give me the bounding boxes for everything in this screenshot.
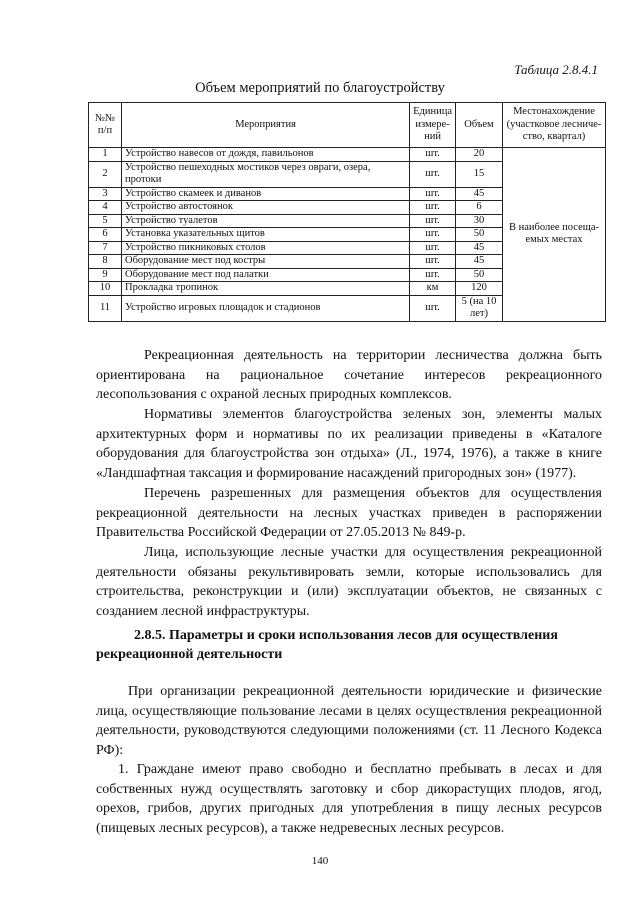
page-number: 140 — [311, 855, 329, 867]
header-unit: Единица измере- ний — [410, 103, 456, 148]
cell-num: 9 — [89, 268, 122, 282]
cell-unit: шт. — [410, 201, 456, 215]
paragraph-1 — [96, 346, 602, 405]
cell-volume: 120 — [456, 282, 503, 296]
paragraph-4-text: Лица, использующие лесные участки для осуществления рекреационной деятельности обязаны рекультивировать земли, которые использовались для строительства, реконструкции и (или) эксплуатации объектов, не связанных с созданием лесной инфраструктуры. — [96, 545, 602, 619]
cell-volume: 45 — [456, 255, 503, 269]
paragraph-6 — [96, 760, 602, 838]
cell-activity: Оборудование мест под палатки — [122, 268, 410, 282]
cell-activity: Установка указательных щитов — [122, 228, 410, 242]
cell-num: 7 — [89, 241, 122, 255]
cell-volume: 6 — [456, 201, 503, 215]
section-heading-text: 2.8.5. Параметры и сроки использования лесов для осуществления рекреационной деятельности — [96, 628, 558, 662]
cell-num: 2 — [89, 161, 122, 187]
cell-activity: Устройство навесов от дождя, павильонов — [122, 148, 410, 162]
activities-table — [88, 102, 606, 322]
cell-num: 4 — [89, 201, 122, 215]
cell-unit: км — [410, 282, 456, 296]
cell-volume: 45 — [456, 187, 503, 201]
table-body — [89, 148, 606, 322]
paragraph-6-text: 1. Граждане имеют право свободно и бесплатно пребывать в лесах и для собственных нужд осуществлять заготовку и сбор дикорастущих плодов, ягод, орехов, грибов, других пригодных для употребления в пищу лесных ресурсов (пищевых лесных ресурсов), а также недревесных лесных ресурсов. — [96, 762, 602, 836]
paragraph-5-text: При организации рекреационной деятельности юридические и физические лица, осуществляющие пользование лесами в целях осуществления рекреационной деятельности, руководствуются следующими положениями (ст. 11 Лесного Кодекса РФ): — [96, 684, 602, 758]
header-location: Местонахождение (участковое лесниче- ство, квартал) — [503, 103, 606, 148]
paragraph-4 — [96, 543, 602, 621]
cell-activity: Оборудование мест под костры — [122, 255, 410, 269]
cell-num: 10 — [89, 282, 122, 296]
paragraph-3 — [96, 484, 602, 543]
cell-unit: шт. — [410, 187, 456, 201]
cell-unit: шт. — [410, 295, 456, 321]
cell-activity: Устройство скамеек и диванов — [122, 187, 410, 201]
cell-volume: 15 — [456, 161, 503, 187]
cell-num: 1 — [89, 148, 122, 162]
header-activity: Мероприятия — [122, 103, 410, 148]
paragraph-3-text: Перечень разрешенных для размещения объектов для осуществления рекреационной деятельности на лесных участках приведен в распоряжении Правительства Российской Федерации от 27.05.2013 № 849-р. — [96, 486, 602, 540]
cell-volume: 50 — [456, 228, 503, 242]
cell-num: 11 — [89, 295, 122, 321]
cell-volume: 5 (на 10 лет) — [456, 295, 503, 321]
paragraph-5 — [96, 682, 602, 760]
cell-activity: Устройство пикниковых столов — [122, 241, 410, 255]
cell-activity: Устройство пешеходных мостиков через овраги, озера, протоки — [122, 161, 410, 187]
cell-activity: Прокладка тропинок — [122, 282, 410, 296]
header-volume: Объем — [456, 103, 503, 148]
cell-volume: 50 — [456, 268, 503, 282]
cell-volume: 30 — [456, 214, 503, 228]
cell-volume: 20 — [456, 148, 503, 162]
cell-location: В наиболее посеща- емых местах — [503, 148, 606, 322]
table-header-row — [89, 103, 606, 148]
paragraph-2 — [96, 405, 602, 483]
cell-unit: шт. — [410, 161, 456, 187]
cell-activity: Устройство туалетов — [122, 214, 410, 228]
section-heading — [96, 626, 602, 664]
cell-unit: шт. — [410, 148, 456, 162]
cell-volume: 45 — [456, 241, 503, 255]
cell-num: 6 — [89, 228, 122, 242]
table-caption: Таблица 2.8.4.1 — [514, 62, 598, 77]
header-num: №№ п/п — [89, 103, 122, 148]
cell-activity: Устройство игровых площадок и стадионов — [122, 295, 410, 321]
cell-unit: шт. — [410, 255, 456, 269]
cell-unit: шт. — [410, 228, 456, 242]
cell-unit: шт. — [410, 214, 456, 228]
cell-num: 5 — [89, 214, 122, 228]
cell-unit: шт. — [410, 268, 456, 282]
cell-activity: Устройство автостоянок — [122, 201, 410, 215]
cell-unit: шт. — [410, 241, 456, 255]
table-row — [89, 148, 606, 162]
paragraph-2-text: Нормативы элементов благоустройства зеленых зон, элементы малых архитектурных форм и нормативы по их реализации приведены в «Каталоге оборудования для благоустройства зон отдыха» (Л., 1974, 1976), а также в книге «Ландшафтная таксация и формирование насаждений пригородных зон» (1977). — [96, 407, 602, 481]
paragraph-1-text: Рекреационная деятельность на территории лесничества должна быть ориентирована на рациональное сочетание интересов рекреационного лесопользования с охраной лесных природных комплексов. — [96, 348, 602, 402]
cell-num: 8 — [89, 255, 122, 269]
table-title: Объем мероприятий по благоустройству — [195, 80, 445, 96]
cell-num: 3 — [89, 187, 122, 201]
